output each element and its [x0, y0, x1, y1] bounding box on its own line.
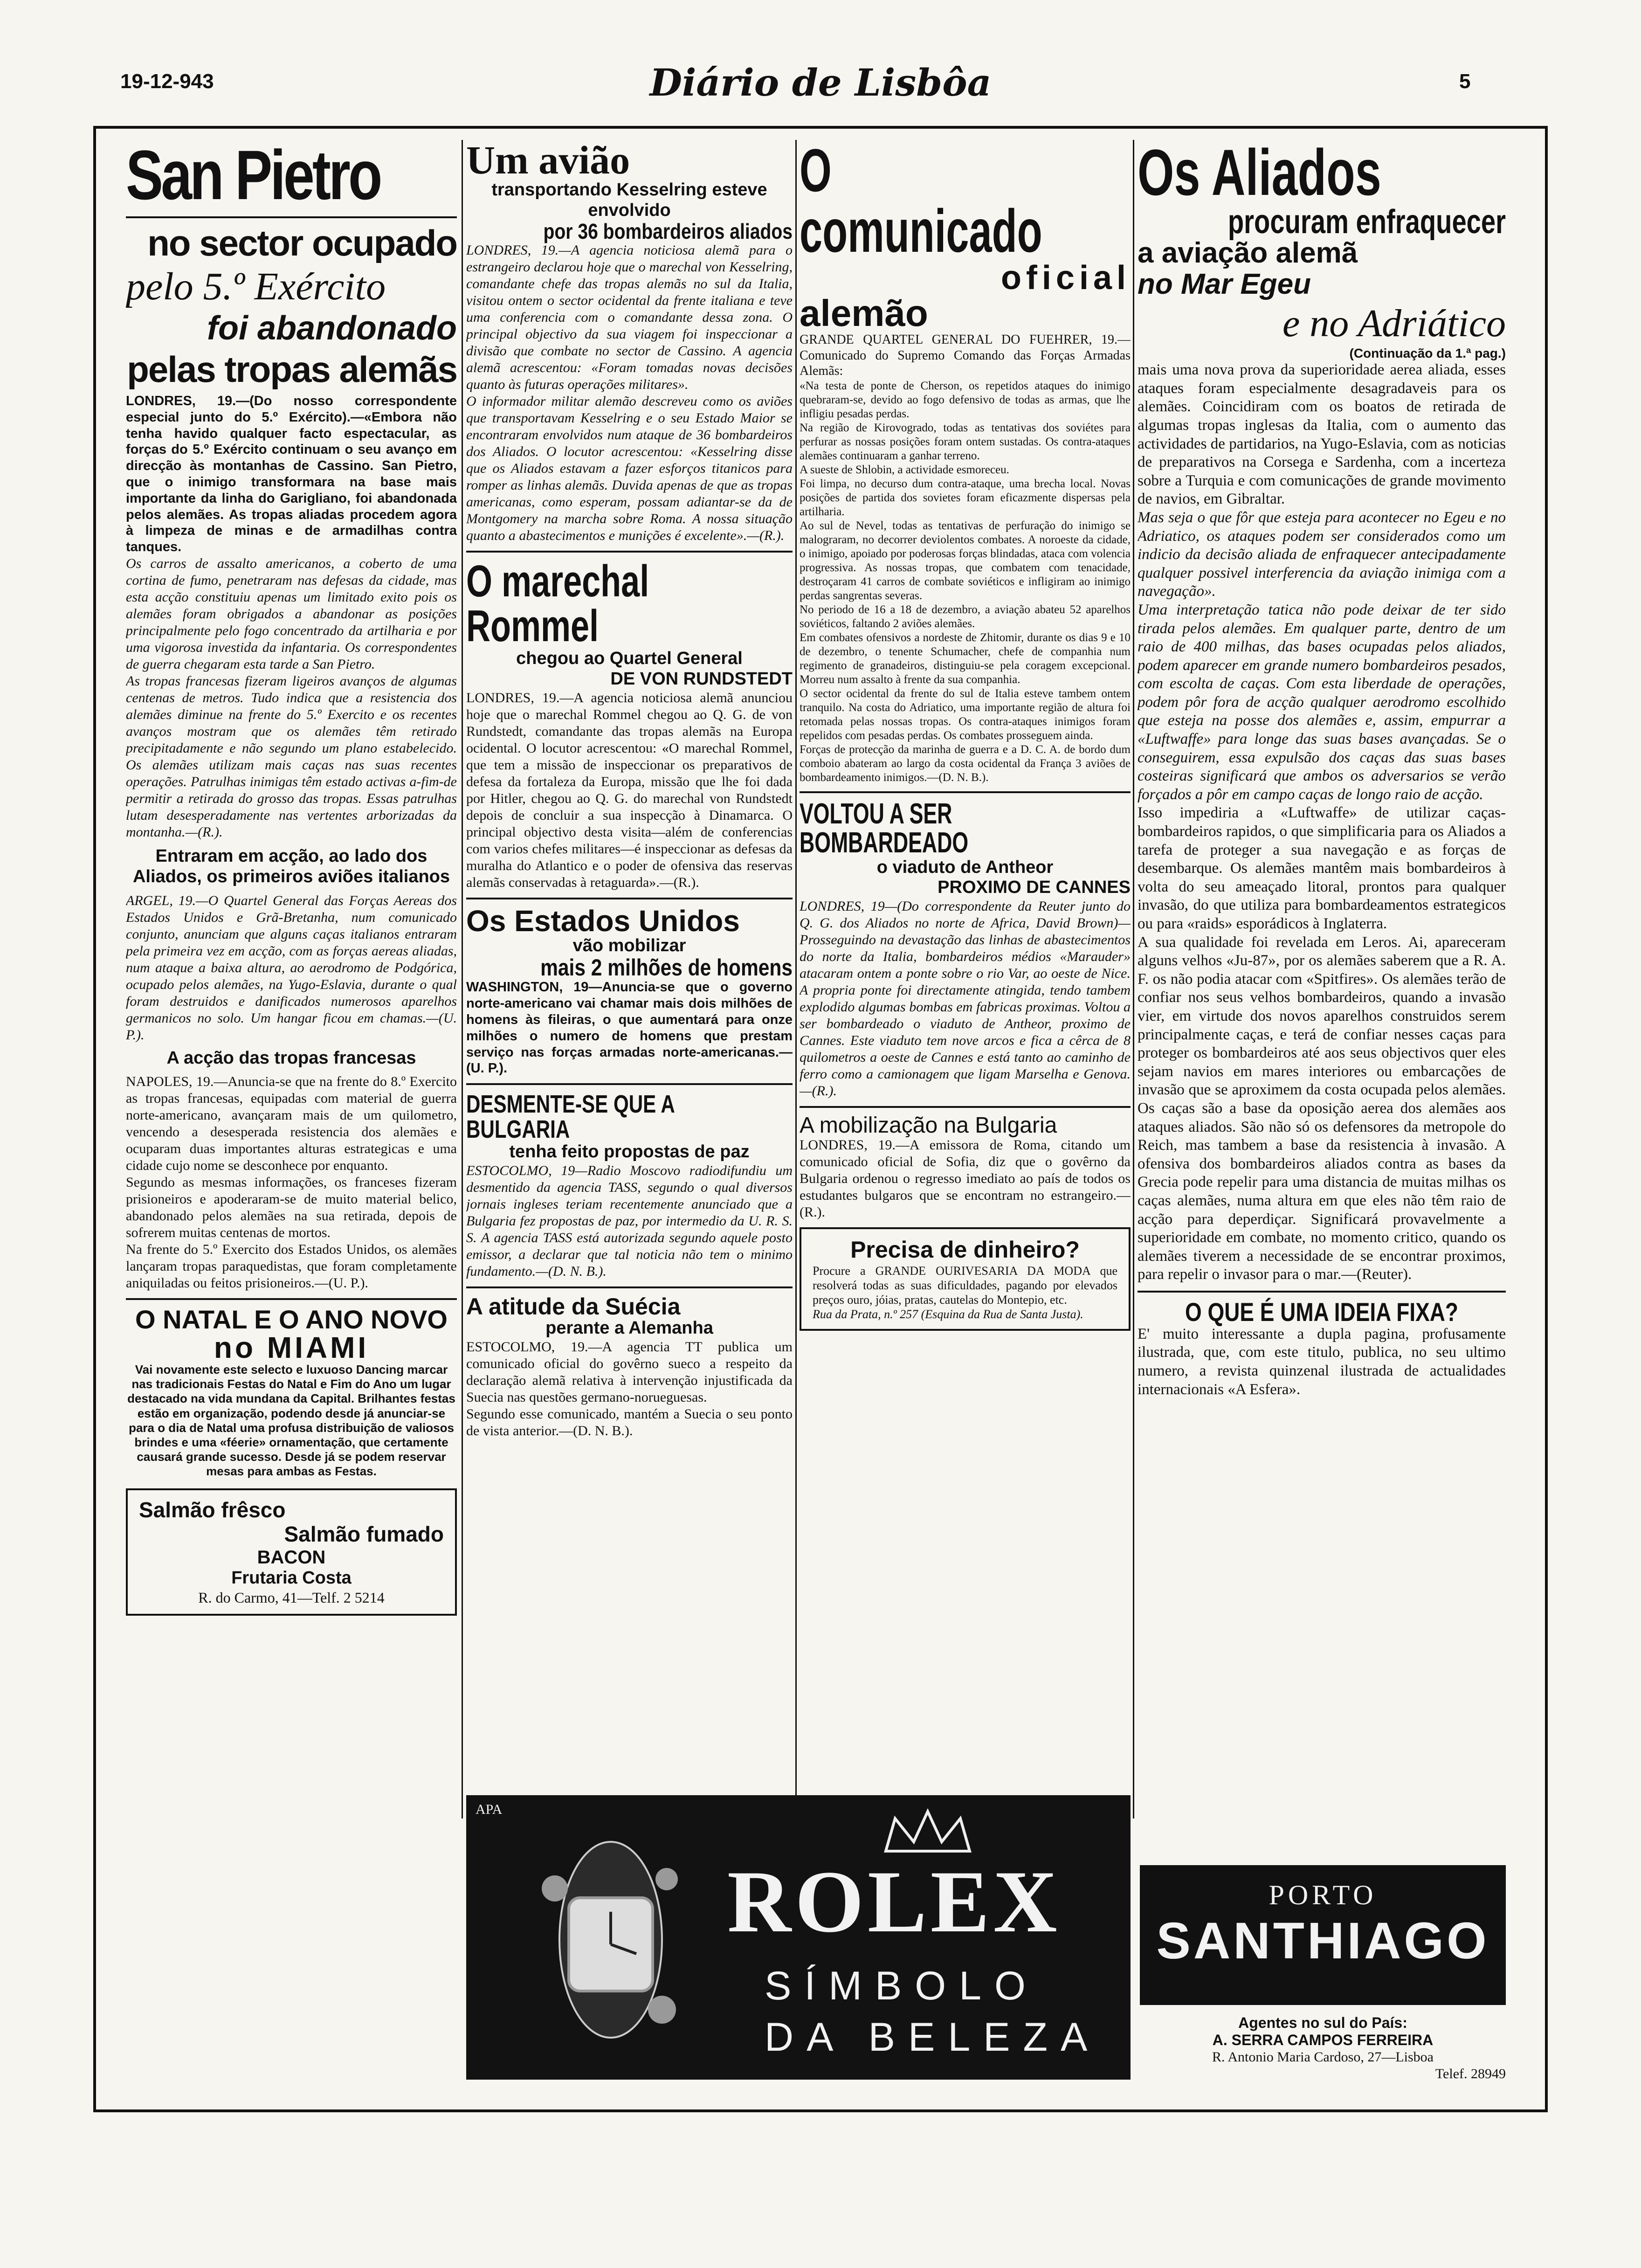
subhead: por 36 bombardeiros aliados — [543, 219, 793, 244]
column-1 — [126, 140, 457, 2089]
subhead: chegou ao Quartel General — [516, 649, 743, 669]
agents-heading: Agentes no sul do País: — [1238, 2014, 1407, 2031]
column-rule — [462, 140, 463, 1819]
paragraph: Na frente do 5.º Exercito dos Estados Unidos, os alemães lançaram tropas paraquedistas, que foram completamente aniquiladas ou feitos prisioneiros.—(U. P.). — [126, 1242, 457, 1291]
agents-phone: Telef. 28949 — [1435, 2066, 1506, 2081]
ad-heading: O NATAL E O ANO NOVO — [135, 1305, 448, 1335]
paragraph: Mas seja o que fôr que esteja para acontecer no Egeu e no Adriatico, os ataques podem ser considerados como um indicio da decisão aliada de enfraquecer antecipadamente qualquer possivel interferencia da aviação inimiga com a navegação». — [1138, 509, 1506, 600]
paragraph: LONDRES, 19.—A emissora de Roma, citando um comunicado oficial de Sofia, diz que o govêrno da Bulgaria ordenou o regresso imediato ao país de todos os estudantes bulgaros que se encontram no estrangeiro.—(R.). — [800, 1137, 1131, 1220]
column-3 — [800, 140, 1131, 1791]
newspaper-title: Diário de Lisbôa — [649, 61, 992, 104]
ad-agency-mark: APA — [476, 1802, 503, 1817]
paragraph: Uma interpretação tatica não pode deixar de ter sido tirada pelos alemães. Em qualquer parte, dentro de um raio de 400 milhas, das bases ocupadas pelos aliados, podem aparecer em grande numero bombardeiros pesados, com escolta de caças. Com esta liberdade de operações, podem pôr fora de acção qualquer aerodromo escolhido que esteja na posse dos alemães e, assim, empurrar a «Luftwaffe» para longe das suas bases avançadas. Se o conseguirem, essa expulsão dos caças das suas bases costeiras significará que ambos os adversarios se verão forçados a pôr em campo caças de longo raio de acção. — [1138, 601, 1506, 803]
section-heading: Entraram em acção, ao lado dos Aliados, os primeiros aviões italianos — [132, 846, 450, 886]
agents-address: R. Antonio Maria Cardoso, 27—Lisboa — [1212, 2049, 1434, 2065]
paragraph: mais uma nova prova da superioridade aerea aliada, esses ataques foram especialmente desagradaveis para os alemães. Coincidiram com os boatos de retirada de algumas tropas inglesas da Italia, com o aumento das actividades de partidarios, na Yugo-Eslavia, com as noticias de preparativos na Corsega e Sardenha, com a incerteza sobre a Turquia e com comunicações de grande movimento de navios, em Gibraltar. — [1138, 361, 1506, 508]
subhead: procuram enfraquecer — [1227, 203, 1506, 241]
headline-rommel: O marechal Rommel — [466, 556, 649, 651]
subhead: pelo 5.º Exército — [126, 265, 386, 308]
subhead: oficial — [1000, 259, 1131, 297]
headline-comunicado: O comunicado — [800, 140, 1042, 265]
ad-line: Salmão fumado — [284, 1522, 444, 1547]
subhead: a aviação alemã — [1138, 237, 1358, 269]
subhead: foi abandonado — [207, 310, 457, 347]
column-2 — [466, 140, 793, 1791]
paragraph: «Na testa de ponte de Cherson, os repetidos ataques do inimigo quebraram-se, devido ao fogo defensivo de todas as armas, que lhe infligiu pesadas perdas. — [800, 379, 1131, 420]
ad-text: Procure a GRANDE OURIVESARIA DA MODA que resolverá todas as suas dificuldades, pagando por elevados preços ouro, jóias, pratas, cautelas do Montepio, etc. — [813, 1264, 1117, 1307]
paragraph: E' muito interessante a dupla pagina, profusamente ilustrada, que, com este titulo, publica, no seu ultimo numero, a revista quinzenal ilustrada de actualidades internacionais «A Esfera». — [1138, 1325, 1506, 1398]
ad-santhiago — [1140, 1865, 1506, 2005]
ad-line: R. do Carmo, 41—Telf. 2 5214 — [198, 1589, 385, 1606]
ad-heading: no MIAMI — [214, 1331, 369, 1365]
subhead: o viaduto de Antheor — [876, 857, 1054, 877]
subhead: DE VON RUNDSTEDT — [610, 669, 793, 689]
ad-heading: Precisa de dinheiro? — [850, 1237, 1080, 1263]
paragraph: Isso impediria a «Luftwaffe» de utilizar caças-bombardeiros rapidos, o que simplificaria para os Aliados a tarefa de proteger a sua navegação e as forças de desembarque. Os alemães mantêm mais bombardeiros à volta do seu ameaçado litoral, prontos para qualquer invasão, do que utiliza para bombardeamentos estrategicos ou para «raids» esporádicos à Inglaterra. — [1138, 804, 1506, 932]
column-rule — [795, 140, 797, 1819]
ad-line: Salmão frêsco — [139, 1497, 286, 1522]
agents-block — [1140, 2014, 1506, 2082]
paragraph: Em combates ofensivos a nordeste de Zhitomir, durante os dias 9 e 10 de dezembro, o tenente Schumacher, chefe de companhia num regimento de granadeiros, distinguiu-se pela coragem excepcional. Morreu num assalto à frente da sua companhia. — [800, 631, 1131, 686]
rolex-slogan: SÍMBOLO — [765, 1964, 1039, 2008]
column-4 — [1138, 140, 1506, 2089]
subhead: tenha feito propostas de paz — [509, 1142, 750, 1162]
subhead: no sector ocupado — [147, 222, 457, 263]
ad-line: BACON — [257, 1547, 326, 1568]
ad-line: PORTO — [1269, 1880, 1377, 1910]
paragraph: LONDRES, 19.—A agencia noticiosa alemã para o estrangeiro declarou hoje que o marechal von Kesselring, comandante chefe das tropas alemãs no sul da Italia, visitou ontem o sector ocidental da frente italiana e teve uma conferencia com o comandante dessa zona. O principal objectivo da sua viagem foi inspeccionar a divisão que combate no sector de Cassino. A agencia alemã acrescentou: «Foram tomadas novas decisões quanto às futuras operações militares». — [466, 242, 793, 393]
paragraph: WASHINGTON, 19—Anuncia-se que o governo norte-americano vai chamar mais dois milhões de homens às fileiras, o que aumentará para onze milhões o numero de homens que prestam serviço nas forças armadas norte-americanas.—(U. P.). — [466, 980, 793, 1076]
paragraph: O sector ocidental da frente do sul de Italia esteve tambem ontem tranquilo. Na costa do Adriatico, uma importante região de altura foi retomada pelas nossas tropas. Os contra-ataques inimigos foram repelidos com pesadas perdas. Os combates prosseguem ainda. — [800, 687, 1131, 742]
ad-line: SANTHIAGO — [1156, 1912, 1489, 1970]
page-number: 5 — [1459, 70, 1471, 93]
paragraph: Na região de Kirovogrado, todas as tentativas dos soviétes para perfurar as nossas posições foram ontem sustadas. Os contra-ataques alemães continuaram a ganhar terreno. — [800, 421, 1131, 462]
subhead: e no Adriático — [1282, 302, 1506, 345]
subhead: vão mobilizar — [572, 935, 686, 955]
paragraph: Segundo esse comunicado, mantém a Suecia o seu ponto de vista anterior.—(D. N. B.). — [466, 1406, 793, 1438]
ad-address: Rua da Prata, n.º 257 (Esquina da Rua de Santa Justa). — [813, 1307, 1083, 1321]
paragraph: No periodo de 16 a 18 de dezembro, a aviação abateu 52 aparelhos soviéticos, faltando 2 aviões alemães. — [800, 603, 1131, 630]
subhead: mais 2 milhões de homens — [540, 954, 793, 981]
headline-eua: Os Estados Unidos — [466, 904, 740, 938]
agents-name: A. SERRA CAMPOS FERREIRA — [1212, 2031, 1434, 2048]
subhead: perante a Alemanha — [545, 1318, 713, 1338]
paragraph: Ao sul de Nevel, todas as tentativas de perfuração do inimigo se malograram, no decorrer deviolentos combates. A noroeste da cidade, o inimigo, apoiado por poderosas forças blindadas, ataca com volencia progressiva. As nossas tropas, que combatem com tenacidade, destroçaram 41 carros de combate soviéticos e infligiram ao inimigo perdas sangrentas severas. — [800, 519, 1131, 602]
subhead: transportando Kesselring esteve envolvido — [491, 180, 767, 220]
headline-suecia: A atitude da Suécia — [466, 1293, 681, 1320]
ad-salmao — [126, 1488, 457, 1616]
headline-viaduto: VOLTOU A SER BOMBARDEADO — [800, 797, 969, 859]
paragraph: LONDRES, 19—(Do correspondente da Reuter junto do Q. G. dos Aliados no norte de Africa, David Brown)—Prosseguindo na devastação das linhas de abastecimentos do norte da Italia, bombardeiros médios «Marauder» atacaram ontem a ponte sobre o rio Var, ao oeste de Nice. A propria ponte foi directamente atingida, tendo tambem explodido algumas bombas em fabricas proximas. Voltou a ser bombardeado o viaduto de Antheor, proximo de Cannes. Este viaduto tem nove arcos e fica a cêrca de 8 quilometros a oeste de Cannes e está tanto ao caminho de ferro como a camionagem que ligam Marselha e Genova.—(R.). — [800, 899, 1131, 1099]
column-rule — [1133, 140, 1134, 1819]
subhead: PROXIMO DE CANNES — [938, 878, 1131, 898]
headline-san-pietro: San Pietro — [126, 140, 380, 214]
headline-bulgaria: DESMENTE-SE QUE A BULGARIA — [466, 1090, 675, 1144]
continuation-note: (Continuação da 1.ª pag.) — [1349, 346, 1506, 360]
paragraph: A sua qualidade foi revelada em Leros. Ai, apareceram alguns velhos «Ju-87», por os alemães saberem que a R. A. F. os não podia atacar com «Spitfires». Os alemães terão de confiar nos seus velhos bombardeiros, quando a invasão vier, em virtude dos novos aparelhos construidos serem principalmente caças, e terá de confiar nesses caças para proteger os bombardeiros até aos seus objectivos quer eles sejam navios em mares interiores ou embarcações de invasão que se aproximem da costa ocupada pelos alemães. Os caças são a base da oposição aerea dos alemães aos ataques aliados. São não só os defensores da metropole do Reich, mas tambem a base da resistencia à invasão. A ofensiva dos bombardeiros aliados contra as bases da Grecia pode repelir para uma distancia de muitas milhas os caças alemães, numa altura em que eles não têm raio de acção para deperdiçar. Significará provavelmente a superioridade em combate, no momento critico, quando os alemães tiverem a necessidade de se encontrar proximos, para repelir o invasor para o mar.—(Reuter). — [1138, 933, 1506, 1283]
paragraph: As tropas francesas fizeram ligeiros avanços de algumas centenas de metros. Tudo indica que a resistencia dos alemães diminue na frente do 5.º Exercito e os recentes avanços mostram que os alemães têm retirado precipitadamente e não segundo um plano estabelecido. Os alemães utilizam mais caças nas suas recentes operações. Patrulhas inimigas têm estado activas a-fim-de permitir a retirada do grosso das tropas. Essas patrulhas lutam desesperadamente nas vertentes arborizadas da montanha.—(R.). — [126, 673, 457, 840]
headline-aliados: Os Aliados — [1138, 140, 1381, 209]
paragraph: ESTOCOLMO, 19—Radio Moscovo radiodifundiu um desmentido da agencia TASS, segundo o qual diversos jornais ingleses teriam recentemente anunciado que a Bulgaria fez propostas de paz, por intermedio da U. R. S. S. A agencia TASS está autorizada segundo aquele posto emissor, a declarar que tal noticia não tem o minimo fundamento.—(D. N. B.). — [466, 1162, 793, 1279]
paragraph: Os carros de assalto americanos, a coberto de uma cortina de fumo, penetraram nas defesas da cidade, mas esta acção constituiu apenas um limitado exito pois os alemães foram obrigados a abandonar as posições principalmente pelo fogo concentrado da artilharia e por uma vigorosa investida da infantaria. Os correspondentes de guerra chegaram esta tarde a San Pietro. — [126, 555, 457, 672]
paragraph: Forças de protecção da marinha de guerra e a D. C. A. de bordo dum comboio abateram ao largo da costa ocidental da França 3 aviões de bombardeamento inimigos.—(D. N. B.). — [800, 743, 1131, 784]
subhead: no Mar Egeu — [1138, 268, 1311, 300]
ad-text: Vai novamente este selecto e luxuoso Dancing marcar nas tradicionais Festas do Natal e Fim do Ano um lugar destacado na vida mundana da Capital. Brilhantes festas estão em organização, podendo desde já anunciar-se para o dia de Natal uma profusa distribuição de valiosos brindes e uma «féerie» ornamentação, que certamente causará grande sucesso. Desde já se podem reservar mesas para ambas as Festas. — [127, 1362, 455, 1479]
paragraph: A sueste de Shlobin, a actividade esmoreceu. — [800, 463, 1009, 476]
paragraph: ARGEL, 19.—O Quartel General das Forças Aereas dos Estados Unidos e Grã-Bretanha, num comunicado conjunto, anunciam que alguns caças italianos entraram pela primeira vez em acção, com as forças aereas aliadas, num ataque a baixa altura, ao aerodromo de Podgórica, ocupado pelos alemães, na Yugo-Eslavia, durante o qual foram destruidos e danificados numerosos aparelhos germanicos no solo. Um hangar ficou em chamas.—(U. P.). — [126, 893, 457, 1043]
ad-rolex — [466, 1795, 1131, 2080]
paragraph: LONDRES, 19.—A agencia noticiosa alemã anunciou hoje que o marechal Rommel chegou ao Q. G. de von Rundstedt, comandante das tropas alemãs na Europa ocidental. O locutor acrescentou: «O marechal Rommel, que tem a missão de inspeccionar os preparativos de defesa da fortaleza da Europa, missão que lhe foi dada por Hitler, chegou ao Q. G. do marechal von Rundstedt depois de concluir a sua inspecção à Dinamarca. O principal objectivo desta visita—além de conferencias com varios chefes militares—é inspeccionar as defesas da muralha do Atlantico e o poder de ofensiva das reservas alemãs conservadas à retaguarda».—(R.). — [466, 690, 793, 890]
lead-paragraph: LONDRES, 19.—(Do nosso correspondente especial junto do 5.º Exército).—«Embora não tenha havido qualquer facto espectacular, as forças do 5.º Exército continuam o seu avanço em direcção às montanhas de Cassino. San Pietro, que o inimigo transformara na base mais importante da linha do Garigliano, foi abandonada pelos alemães. As tropas aliadas procedem agora à limpeza de minas e de armadilhas contra tanques. — [126, 394, 457, 555]
headline-mobilizacao: A mobilização na Bulgaria — [800, 1113, 1057, 1138]
subhead: alemão — [800, 292, 928, 334]
section-heading: A acção das tropas francesas — [166, 1048, 416, 1068]
paragraph: NAPOLES, 19.—Anuncia-se que na frente do 8.º Exercito as tropas francesas, equipadas com material de guerra norte-americano, avançaram mais de um quilometro, vencendo a desesperada resistencia dos alemães e ocuparam duas importantes alturas estrategicas e uma cidade cujo nome se desconhece por enquanto. — [126, 1074, 457, 1174]
paragraph: Segundo as mesmas informações, os franceses fizeram prisioneiros e apoderaram-se de muito material belico, abandonado pelos alemães na sua retirada, depois de sofrerem muitas centenas de mortos. — [126, 1175, 457, 1241]
ad-ourivesaria — [800, 1227, 1131, 1331]
headline-aviao: Um avião — [466, 140, 630, 182]
paragraph: O informador militar alemão descreveu como os aviões que transportavam Kesselring e o seu Estado Maior se encontraram envolvidos num ataque de 36 bombardeiros dos Aliados. O locutor acrescentou: «Kesselring disse que os Aliados estavam a fazer esforços titanicos para romper as linhas alemãs. Duvida apenas de que as tropas americanas, como esperam, possam adiantar-se da de Montgomery na marcha sobre Roma. A nossa situação quanto a abastecimentos e munições é excelente».—(R.). — [466, 394, 793, 544]
subhead: pelas tropas alemãs — [127, 349, 457, 390]
crown-logo — [876, 1805, 979, 1856]
paragraph: ESTOCOLMO, 19.—A agencia TT publica um comunicado oficial do govêrno sueco a respeito da declaração alemã relativa à intervenção injustificada da Suecia nas questões germano-norueguesas. — [466, 1339, 793, 1405]
ad-line: Frutaria Costa — [231, 1568, 352, 1588]
watch-illustration — [503, 1814, 718, 2066]
paragraph: GRANDE QUARTEL GENERAL DO FUEHRER, 19.—Comunicado do Supremo Comando das Forças Armadas Alemãs: — [800, 332, 1131, 379]
rolex-slogan: DA BELEZA — [765, 2015, 1101, 2060]
paragraph: Foi limpa, no decurso dum contra-ataque, uma brecha local. Novas posições de partida dos sovietes foram eficazmente dispersas pela artilharia. — [800, 477, 1131, 518]
headline-ideia-fixa: O QUE É UMA IDEIA FIXA? — [1185, 1297, 1458, 1327]
issue-date: 19-12-943 — [120, 70, 214, 93]
rolex-brand: ROLEX — [727, 1853, 1061, 1951]
